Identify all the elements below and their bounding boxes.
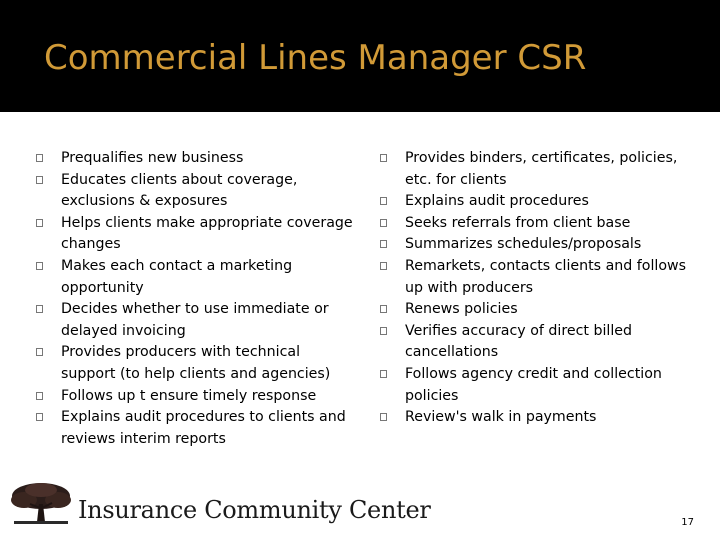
list-item bbox=[36, 170, 356, 213]
bullet-text: Follows up t ensure timely response bbox=[61, 387, 317, 404]
list-item bbox=[36, 213, 356, 256]
title-bar bbox=[0, 0, 720, 112]
bullet-icon bbox=[36, 154, 43, 162]
bullet-icon bbox=[380, 197, 387, 205]
list-item bbox=[380, 407, 700, 429]
list-item bbox=[36, 407, 356, 450]
list-item bbox=[380, 213, 700, 235]
bullet-text: Decides whether to use immediate or delayed invoicing bbox=[61, 301, 329, 339]
bullet-icon bbox=[36, 413, 43, 421]
bullet-text: Explains audit procedures bbox=[405, 193, 589, 210]
oak-tree-icon bbox=[10, 482, 72, 526]
list-item bbox=[36, 342, 356, 385]
right-bullet-list bbox=[380, 148, 700, 429]
bullet-text: Educates clients about coverage, exclusions & exposures bbox=[61, 171, 298, 210]
bullet-icon bbox=[36, 305, 43, 313]
company-logo bbox=[10, 482, 431, 526]
list-item bbox=[380, 234, 700, 256]
list-item bbox=[380, 191, 700, 213]
slide-title: Commercial Lines Manager CSR bbox=[44, 38, 587, 78]
list-item bbox=[380, 299, 700, 321]
bullet-icon bbox=[380, 154, 387, 162]
bullet-text: Makes each contact a marketing opportunity bbox=[61, 257, 293, 296]
list-item bbox=[380, 321, 700, 364]
bullet-icon bbox=[36, 392, 43, 400]
bullet-text: Helps clients make appropriate coverage changes bbox=[61, 214, 353, 253]
list-item bbox=[380, 256, 700, 299]
logo-text: Insurance Community Center bbox=[78, 496, 431, 524]
list-item bbox=[36, 386, 356, 408]
bullet-text: Prequalifies new business bbox=[61, 150, 244, 166]
bullet-text: Provides producers with technical support (to help clients and agencies) bbox=[61, 344, 331, 382]
list-item bbox=[36, 148, 356, 170]
bullet-text: Seeks referrals from client base bbox=[405, 214, 631, 231]
list-item bbox=[36, 256, 356, 299]
bullet-icon bbox=[380, 262, 387, 270]
bullet-text: Review's walk in payments bbox=[405, 409, 597, 426]
bullet-icon bbox=[36, 348, 43, 356]
list-item bbox=[380, 364, 700, 407]
bullet-text: Provides binders, certificates, policies, etc. for clients bbox=[405, 150, 678, 188]
bullet-icon bbox=[380, 327, 387, 335]
bullet-icon bbox=[380, 370, 387, 378]
bullet-icon bbox=[36, 262, 43, 270]
bullet-text: Summarizes schedules/proposals bbox=[405, 236, 642, 253]
bullet-icon bbox=[380, 240, 387, 248]
bullet-icon bbox=[380, 305, 387, 313]
list-item bbox=[380, 148, 700, 191]
bullet-icon bbox=[36, 176, 43, 184]
bullet-text: Explains audit procedures to clients and reviews interim reports bbox=[61, 409, 346, 447]
bullet-text: Remarkets, contacts clients and follows up with producers bbox=[405, 257, 687, 296]
bullet-text: Verifies accuracy of direct billed cancellations bbox=[405, 322, 633, 361]
page-number: 17 bbox=[681, 517, 694, 528]
bullet-icon bbox=[380, 219, 387, 227]
bullet-text: Renews policies bbox=[405, 301, 518, 318]
bullet-text: Follows agency credit and collection policies bbox=[405, 365, 662, 404]
left-bullet-list bbox=[36, 148, 356, 450]
bullet-icon bbox=[380, 413, 387, 421]
bullet-icon bbox=[36, 219, 43, 227]
list-item bbox=[36, 299, 356, 342]
